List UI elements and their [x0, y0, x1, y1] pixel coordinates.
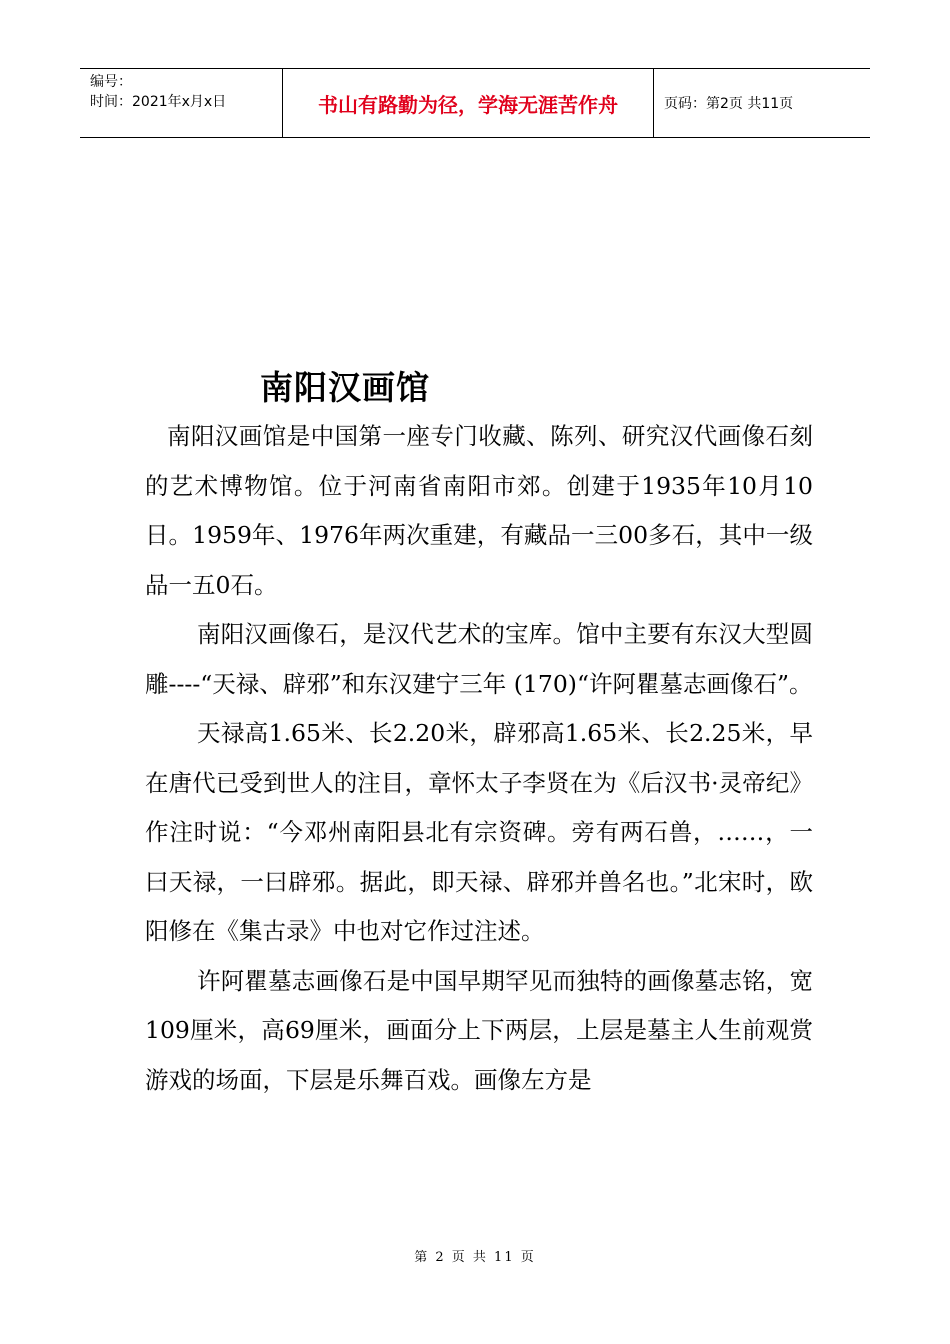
paragraph-xu-aqu: 许阿瞿墓志画像石是中国早期罕见而独特的画像墓志铭，宽109厘米，高69厘米，画面分上下两层，上层是墓主人生前观赏游戏的场面，下层是乐舞百戏。画像左方是 — [145, 966, 813, 1094]
paragraph-intro: 南阳汉画馆是中国第一座专门收藏、陈列、研究汉代画像石刻的艺术博物馆。位于河南省南阳市郊。创建于1935年10月10日。1959年、1976年两次重建，有藏品一三00多石，其中一级品一五0石。 — [145, 422, 813, 599]
document-title: 南阳汉画馆 — [260, 368, 430, 407]
paragraph-tianlu-bixie: 天禄高1.65米、长2.20米，辟邪高1.65米、长2.25米，早在唐代已受到世人的注目，章怀太子李贤在为《后汉书·灵帝纪》作注时说：“今邓州南阳县北有宗资碑。旁有两石兽，……，一曰天禄，一曰辟邪。据此，即天禄、辟邪并兽名也。”北宋时，欧阳修在《集古录》中也对它作过注述。 — [145, 719, 813, 945]
document-body — [145, 412, 813, 1105]
header-page-info: 页码：第2页 共11页 — [664, 96, 794, 112]
header-motto: 书山有路勤为径，学海无涯苦作舟 — [282, 69, 654, 137]
page-footer: 第 2 页 共 11 页 — [414, 1250, 536, 1265]
paragraph-stones: 南阳汉画像石，是汉代艺术的宝库。馆中主要有东汉大型圆雕----“天禄、辟邪”和东汉建宁三年 (170)“许阿瞿墓志画像石”。 — [145, 620, 813, 698]
date-label: 时间：2021年x月x日 — [90, 94, 227, 110]
serial-number-label: 编号： — [90, 74, 132, 90]
header-meta — [80, 69, 282, 137]
page-header — [80, 68, 870, 138]
